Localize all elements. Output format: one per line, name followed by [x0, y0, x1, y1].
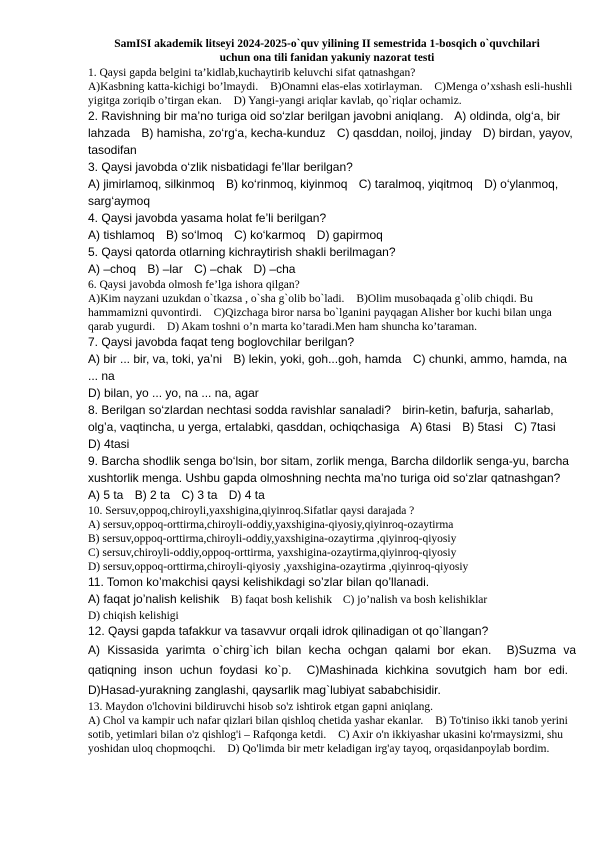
option-c: C) chunki, ammo, hamda, na ... na: [88, 352, 567, 383]
question-text: Qaysi gapda belgini ta’kidlab,kuchaytirib keluvchi sifat qatnashgan?: [99, 67, 416, 79]
option-c: C) jo’nalish va bosh kelishiklar: [342, 594, 488, 606]
question-number: 2.: [88, 109, 99, 123]
question-number: 1.: [88, 67, 97, 79]
option-a: A) oldinda, olg‘a, bir lahzada: [88, 109, 561, 140]
option-a: A)Kasbning katta-kichigi bo’lmaydi.: [88, 81, 259, 93]
option-a: A) 5 ta: [88, 488, 124, 502]
question-text: Qaysi qatorda otlarning kichraytirish shakli berilmagan?: [101, 245, 396, 259]
option-d: D) birdan, yayov, tasodifan: [88, 126, 573, 157]
question-number: 7.: [88, 335, 99, 349]
question-number: 13.: [88, 701, 103, 713]
option-d: D) Qo'limda bir metr keladigan irg'ay tayoq, orqasidanpoylab bordim.: [227, 743, 550, 755]
option-d: D) 4tasi: [88, 437, 130, 451]
question-number: 4.: [88, 211, 99, 225]
answer-options: [88, 591, 576, 609]
question-text: Maydon o'lchovini bildiruvchi hisob so'z ishtirok etgan gapni aniqlang.: [105, 701, 433, 713]
option-b: B)Suzma va qatiqning inson uchun foydasi ko`p.: [88, 643, 577, 677]
option-b: B) To'tiniso ikki tanob yerini sotib, yetimlari bilan o'z qishlog'i – Rafqonga ketdi.: [88, 715, 568, 741]
answer-options: [88, 176, 576, 210]
option-c: C) sersuv,chiroyli-oddiy,oppoq-orttirma, yaxshigina-ozaytirma,qiyinroq-qiyosiy: [88, 547, 457, 559]
question-4: [88, 210, 576, 244]
answer-options: [88, 261, 576, 278]
question-text: Qaysi javobda olmosh fe’lga ishora qilgan?: [99, 279, 300, 291]
option-d: D) sersuv,oppoq-orttirma,chiroyli-qiyosiy ,yaxshigina-ozaytirma ,qiyinroq-qiyosiy: [88, 561, 469, 573]
word-list: birin-ketin, bafurja, saharlab, olg’a, vaqtincha, u yerga, ertalabki, qasddan, ochiqchasiga: [88, 403, 554, 434]
question-stem: [88, 66, 576, 80]
question-stem: [88, 334, 576, 351]
option-b: B) hamisha, zo‘rg‘a, kecha-kunduz: [141, 126, 326, 140]
title-line-2: uchun ona tili fanidan yakuniy nazorat testi: [219, 51, 435, 64]
option-c: C)Mashinada kichkina sovutgich ham bor edi.: [306, 663, 568, 677]
question-stem: [88, 453, 576, 487]
question-stem: [88, 210, 576, 227]
option-b: B) 2 ta: [134, 488, 171, 502]
option-a: A) jimirlamoq, silkinmoq: [88, 177, 215, 191]
question-2: [88, 108, 576, 159]
question-stem: [88, 623, 576, 640]
option-c: C) 7tasi: [514, 420, 556, 434]
question-text: Berilgan so‘zlardan nechtasi sodda ravishlar sanaladi?: [101, 403, 391, 417]
question-text: Barcha shodlik senga bo‘lsin, bor sitam, zorlik menga, Barcha dildorlik senga-yu, barcha xushtorlik menga. Ushbu gapda olmoshning nechta ma’no turiga oid so‘zlar qatnashgan?: [88, 454, 569, 485]
question-stem: [88, 700, 576, 714]
option-a: A) bir ... bir, va, toki, ya’ni: [88, 352, 223, 366]
option-c: C)Qizchaga biror narsa bo`lganini payqagan Alisher bor kuchi bilan unga qarab yugurdi.: [88, 307, 552, 333]
question-stem-with-options: [88, 108, 576, 159]
question-number: 11.: [88, 575, 104, 589]
question-stem-with-options: [88, 402, 576, 453]
question-1: [88, 66, 576, 108]
question-number: 12.: [88, 624, 105, 638]
question-number: 5.: [88, 245, 99, 259]
option-d: D)Hasad-yurakning zanglashi, qaysarlik mag`lubiyat sababchisidir.: [88, 683, 441, 697]
question-9: [88, 453, 576, 504]
option-a: A) sersuv,oppoq-orttirma,chiroyli-oddiy,yaxshigina-qiyosiy,qiyinroq-ozaytirma: [88, 519, 454, 531]
option-b: B) sersuv,oppoq-orttirma,chiroyli-oddiy,yaxshigina-ozaytirma ,qiyinroq-qiyosiy: [88, 533, 457, 545]
question-stem: [88, 278, 576, 292]
question-stem: [88, 159, 576, 176]
option-a: A) faqat jo’nalish kelishik: [88, 592, 220, 606]
answer-options-continued: [88, 385, 576, 402]
question-number: 3.: [88, 160, 99, 174]
option-b: B) lekin, yoki, goh...goh, hamda: [233, 352, 402, 366]
question-12: [88, 623, 576, 700]
option-d: D) chiqish kelishigi: [88, 610, 179, 622]
option-c: C)Menga o’xshash esli-hushli yigitga zoriqib o’tirgan ekan.: [88, 81, 573, 107]
answer-options: [88, 227, 576, 244]
question-13: [88, 700, 576, 756]
option-d: D) Akam toshni o’n marta ko’taradi.Men ham shuncha ko’taraman.: [166, 321, 477, 333]
answer-options: [88, 80, 576, 108]
option-b: B) –lar: [147, 262, 183, 276]
title-line-1: SamISI akademik litseyi 2024-2025-o`quv yilining II semestrida 1-bosqich o`quvchilari: [114, 38, 540, 50]
option-c: C) qasddan, noiloj, jinday: [336, 126, 472, 140]
question-6: [88, 278, 576, 334]
answer-options: [88, 351, 576, 385]
option-d: D) gapirmoq: [316, 228, 383, 242]
option-a: A) 6tasi: [410, 420, 451, 434]
option-c: C) –chak: [194, 262, 243, 276]
answer-options: [88, 640, 576, 700]
option-b: B) 5tasi: [462, 420, 503, 434]
option-c: C) 3 ta: [181, 488, 218, 502]
question-text: Qaysi javobda o‘zlik nisbatidagi fe’llar berilgan?: [101, 160, 353, 174]
option-c: C) taralmoq, yiqitmoq: [358, 177, 473, 191]
answer-options: [88, 714, 576, 756]
option-b: B) ko‘rinmoq, kiyinmoq: [226, 177, 348, 191]
question-stem: [88, 574, 576, 591]
question-text: Qaysi javobda yasama holat fe’li berilgan?: [101, 211, 327, 225]
question-text: Qaysi javobda faqat teng boglovchilar berilgan?: [101, 335, 355, 349]
answer-options: [88, 292, 576, 334]
option-c: C) ko‘karmoq: [234, 228, 306, 242]
question-number: 8.: [88, 403, 99, 417]
option-a: A)Kim nayzani uzukdan o`tkazsa , o`sha g`olib bo`ladi.: [88, 293, 345, 305]
option-d: D) –cha: [253, 262, 296, 276]
option-a: A) tishlamoq: [88, 228, 155, 242]
question-text: Ravishning bir ma’no turiga oid so‘zlar berilgan javobni aniqlang.: [101, 109, 444, 123]
question-3: [88, 159, 576, 210]
option-c: C) Axir o'n ikkiyashar ukasini ko'rmaysizmi, shu yoshidan uloq chopmoqchi.: [88, 729, 563, 755]
option-b: B) so‘lmoq: [166, 228, 223, 242]
question-stem: [88, 504, 576, 518]
question-10: [88, 504, 576, 574]
question-stem: [88, 244, 576, 261]
question-7: [88, 334, 576, 402]
answer-options-small: [231, 594, 496, 606]
question-text: Qaysi gapda tafakkur va tasavvur orqali idrok qilinadigan ot qo`llangan?: [108, 624, 489, 638]
question-text: Tomon ko’makchisi qaysi kelishikdagi so’zlar bilan qo’llanadi.: [106, 575, 430, 589]
answer-options-continued: [88, 609, 576, 623]
question-8: [88, 402, 576, 453]
option-b: B)Onamni elas-elas xotirlayman.: [270, 81, 423, 93]
answer-options: [88, 487, 576, 504]
option-d: D) bilan, yo ... yo, na ... na, agar: [88, 386, 259, 400]
option-a: A) –choq: [88, 262, 137, 276]
question-5: [88, 244, 576, 278]
option-a: A) Kissasida yarimta o`chirg`ich bilan kecha ochgan qalami bor ekan.: [88, 643, 492, 657]
question-number: 6.: [88, 279, 97, 291]
option-d: D) o‘ylanmoq, sarg‘aymoq: [88, 177, 559, 208]
question-number: 10.: [88, 505, 103, 517]
question-text: Sersuv,oppoq,chiroyli,yaxshigina,qiyinroq.Sifatlar qaysi darajada ?: [105, 505, 415, 517]
test-title: [78, 38, 576, 65]
option-b: B)Olim musobaqada g`olib chiqdi. Bu hammamizni quvontirdi.: [88, 293, 533, 319]
option-d: D) 4 ta: [228, 488, 265, 502]
question-number: 9.: [88, 454, 99, 468]
option-d: D) Yangi-yangi ariqlar kavlab, qo`riqlar ochamiz.: [233, 95, 462, 107]
option-b: B) faqat bosh kelishik: [230, 594, 332, 606]
option-a: A) Chol va kampir uch nafar qizlari bilan qishloq chetida yashar ekanlar.: [88, 715, 424, 727]
question-11: [88, 574, 576, 623]
